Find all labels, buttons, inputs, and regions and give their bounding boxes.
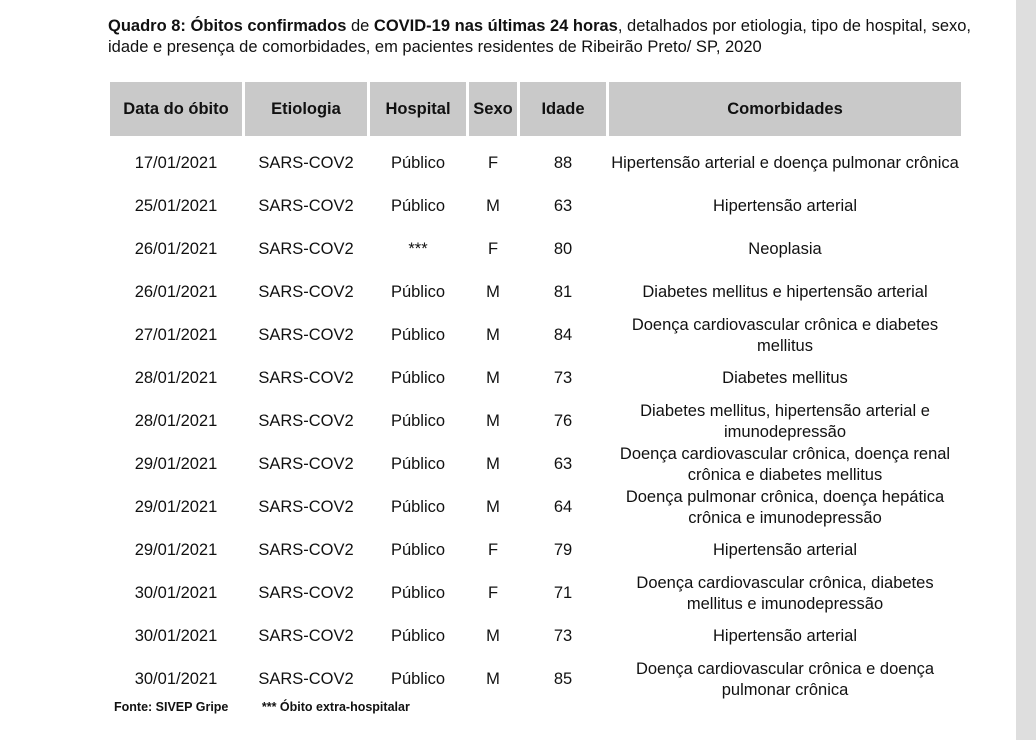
cell-age: 85 bbox=[553, 670, 573, 688]
table-row bbox=[110, 443, 961, 486]
cell-hospital: Público bbox=[390, 584, 446, 602]
table-footer bbox=[114, 700, 410, 714]
table-row bbox=[110, 228, 961, 271]
cell-hospital: Público bbox=[390, 498, 446, 516]
cell-comorbidities: Doença cardiovascular crônica e diabetes mellitus bbox=[631, 315, 939, 355]
cell-hospital: Público bbox=[390, 541, 446, 559]
table-row bbox=[110, 529, 961, 572]
cell-etiology: SARS-COV2 bbox=[258, 541, 354, 559]
cell-sex: M bbox=[486, 283, 500, 301]
cell-date: 30/01/2021 bbox=[134, 670, 218, 688]
cell-sex: M bbox=[486, 455, 500, 473]
cell-etiology: SARS-COV2 bbox=[258, 326, 354, 344]
header-etiology: Etiologia bbox=[245, 82, 367, 142]
cell-date: 29/01/2021 bbox=[134, 541, 218, 559]
cell-hospital: Público bbox=[390, 670, 446, 688]
cell-sex: F bbox=[487, 154, 499, 172]
header-age: Idade bbox=[520, 82, 606, 142]
cell-etiology: SARS-COV2 bbox=[258, 670, 354, 688]
table-caption bbox=[108, 16, 978, 58]
table-body bbox=[110, 142, 961, 701]
cell-age: 63 bbox=[553, 455, 573, 473]
cell-age: 79 bbox=[553, 541, 573, 559]
cell-hospital: *** bbox=[408, 240, 428, 258]
cell-age: 73 bbox=[553, 627, 573, 645]
cell-comorbidities: Doença cardiovascular crônica e doença pulmonar crônica bbox=[635, 659, 935, 699]
table-row bbox=[110, 185, 961, 228]
caption-bold-1: Óbitos confirmados bbox=[190, 17, 347, 35]
cell-comorbidities: Neoplasia bbox=[748, 240, 822, 258]
cell-age: 88 bbox=[553, 154, 573, 172]
cell-date: 30/01/2021 bbox=[134, 584, 218, 602]
cell-date: 28/01/2021 bbox=[134, 412, 218, 430]
cell-age: 63 bbox=[553, 197, 573, 215]
cell-etiology: SARS-COV2 bbox=[258, 584, 354, 602]
cell-sex: M bbox=[486, 627, 500, 645]
cell-sex: M bbox=[486, 498, 500, 516]
cell-hospital: Público bbox=[390, 154, 446, 172]
cell-hospital: Público bbox=[390, 283, 446, 301]
caption-text-1: de bbox=[346, 17, 374, 35]
cell-hospital: Público bbox=[390, 326, 446, 344]
cell-comorbidities: Diabetes mellitus, hipertensão arterial e imunodepressão bbox=[640, 401, 930, 441]
cell-sex: F bbox=[487, 584, 499, 602]
cell-comorbidities: Hipertensão arterial bbox=[713, 197, 857, 215]
cell-comorbidities: Doença cardiovascular crônica, doença renal crônica e diabetes mellitus bbox=[619, 444, 951, 484]
cell-comorbidities: Hipertensão arterial bbox=[713, 627, 857, 645]
cell-comorbidities: Doença pulmonar crônica, doença hepática crônica e imunodepressão bbox=[625, 487, 945, 527]
header-hospital: Hospital bbox=[370, 82, 466, 142]
caption-bold-2: COVID-19 nas últimas 24 horas bbox=[373, 17, 618, 35]
cell-etiology: SARS-COV2 bbox=[258, 627, 354, 645]
cell-date: 28/01/2021 bbox=[134, 369, 218, 387]
header-sex: Sexo bbox=[469, 82, 517, 142]
table-row bbox=[110, 271, 961, 314]
deaths-table bbox=[107, 82, 964, 701]
cell-date: 29/01/2021 bbox=[134, 498, 218, 516]
table-row bbox=[110, 400, 961, 443]
cell-etiology: SARS-COV2 bbox=[258, 240, 354, 258]
cell-age: 64 bbox=[553, 498, 573, 516]
table-row bbox=[110, 615, 961, 658]
table-row bbox=[110, 314, 961, 357]
cell-age: 71 bbox=[553, 584, 573, 602]
cell-date: 26/01/2021 bbox=[134, 283, 218, 301]
cell-comorbidities: Diabetes mellitus e hipertensão arterial bbox=[642, 283, 928, 301]
cell-date: 29/01/2021 bbox=[134, 455, 218, 473]
header-comorbidities: Comorbidades bbox=[609, 82, 961, 142]
cell-age: 80 bbox=[553, 240, 573, 258]
table-row bbox=[110, 486, 961, 529]
cell-date: 25/01/2021 bbox=[134, 197, 218, 215]
cell-hospital: Público bbox=[390, 197, 446, 215]
cell-etiology: SARS-COV2 bbox=[258, 498, 354, 516]
footer-note: *** Óbito extra-hospitalar bbox=[261, 700, 410, 714]
cell-date: 27/01/2021 bbox=[134, 326, 218, 344]
cell-etiology: SARS-COV2 bbox=[258, 154, 354, 172]
cell-date: 30/01/2021 bbox=[134, 627, 218, 645]
caption-text-2: , detalhados por etiologia, tipo de hospital, sexo, idade e presença de comorbidades, em pacientes residentes de Ribeirão Preto/ SP, 2020 bbox=[108, 17, 972, 56]
cell-hospital: Público bbox=[390, 627, 446, 645]
cell-date: 26/01/2021 bbox=[134, 240, 218, 258]
cell-hospital: Público bbox=[390, 455, 446, 473]
cell-age: 84 bbox=[553, 326, 573, 344]
cell-comorbidities: Hipertensão arterial bbox=[713, 541, 857, 559]
cell-sex: M bbox=[486, 670, 500, 688]
table-row bbox=[110, 658, 961, 701]
cell-comorbidities: Hipertensão arterial e doença pulmonar crônica bbox=[611, 154, 959, 172]
header-date: Data do óbito bbox=[110, 82, 242, 142]
cell-age: 73 bbox=[553, 369, 573, 387]
cell-sex: F bbox=[487, 240, 499, 258]
cell-etiology: SARS-COV2 bbox=[258, 369, 354, 387]
cell-sex: M bbox=[486, 369, 500, 387]
cell-etiology: SARS-COV2 bbox=[258, 283, 354, 301]
table-row bbox=[110, 357, 961, 400]
cell-etiology: SARS-COV2 bbox=[258, 455, 354, 473]
cell-hospital: Público bbox=[390, 369, 446, 387]
cell-age: 76 bbox=[553, 412, 573, 430]
cell-hospital: Público bbox=[390, 412, 446, 430]
table-header-row bbox=[110, 82, 961, 142]
cell-age: 81 bbox=[553, 283, 573, 301]
cell-comorbidities: Diabetes mellitus bbox=[722, 369, 848, 387]
footer-source: Fonte: SIVEP Gripe bbox=[114, 700, 229, 714]
table-row bbox=[110, 142, 961, 185]
cell-etiology: SARS-COV2 bbox=[258, 412, 354, 430]
cell-date: 17/01/2021 bbox=[134, 154, 218, 172]
cell-sex: M bbox=[486, 326, 500, 344]
table-row bbox=[110, 572, 961, 615]
cell-sex: F bbox=[487, 541, 499, 559]
caption-label: Quadro 8: bbox=[108, 17, 186, 35]
cell-etiology: SARS-COV2 bbox=[258, 197, 354, 215]
cell-sex: M bbox=[486, 412, 500, 430]
cell-comorbidities: Doença cardiovascular crônica, diabetes mellitus e imunodepressão bbox=[636, 573, 934, 613]
cell-sex: M bbox=[486, 197, 500, 215]
